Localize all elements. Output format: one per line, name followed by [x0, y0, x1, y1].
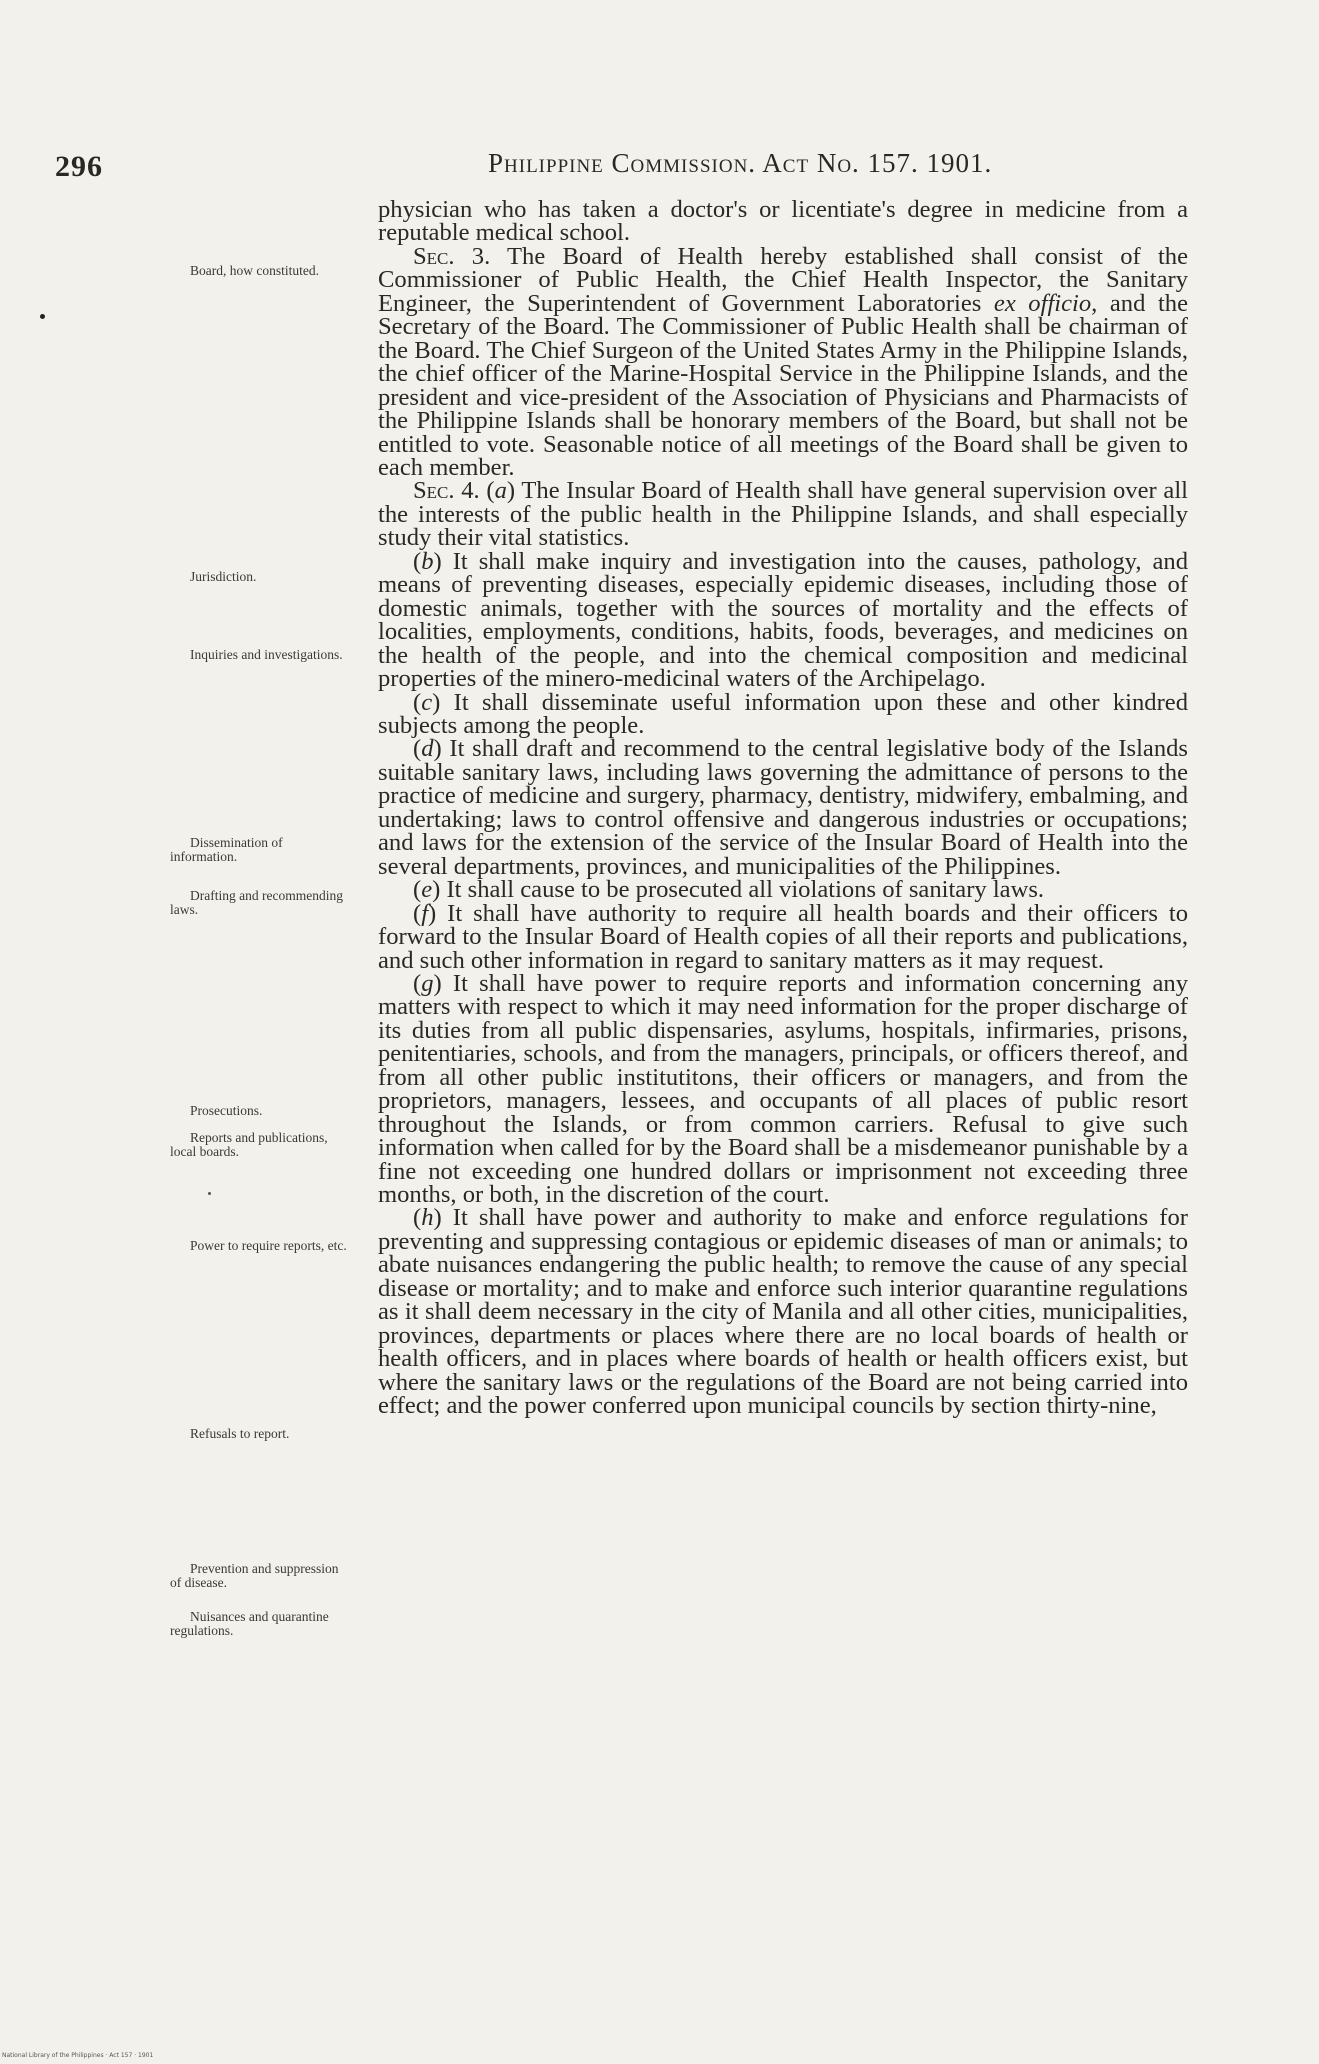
scan-speck — [40, 314, 45, 319]
scan-credit: National Library of the Philippines · Act 157 · 1901 — [2, 2052, 154, 2059]
running-head: Philippine Commission. Act No. 157. 1901. — [488, 148, 993, 178]
page-number: 296 — [55, 150, 103, 183]
margin-note-dissemination: Dissemination of information. — [170, 835, 283, 864]
margin-note-prosecutions: Prosecutions. — [190, 1103, 263, 1118]
paragraph-4e: (e) It shall cause to be prosecuted all violations of sanitary laws. — [413, 876, 1045, 904]
paragraph-4d: (d) It shall draft and recommend to the central legislative body of the Islands suitable sanitary laws, including laws governing the admittance of persons to the practice of medicine and surgery, pharmacy, dentistry, midwifery, embalming, and undertaking; laws to control offensive and dangerous industries or occupations; and laws for the extension of the service of the Insular Board of Health into the several departments, provinces, and municipalities of the Philippines. — [378, 735, 1188, 880]
margin-note-refusals: Refusals to report. — [190, 1426, 290, 1441]
paragraph-4g: (g) It shall have power to require reports and information concerning any matters with respect to which it may need information for the proper discharge of its duties from all public dispensaries, asylums, hospitals, infirmaries, prisons, penitentiaries, schools, and from the managers, principals, or officers thereof, and from all other public institutitons, their officers or managers, and from the proprietors, managers, lessees, and occupants of all places of public resort throughout the Islands, or from common carriers. Refusal to give such information when called for by the Board shall be a misdemeanor punishable by a fine not exceeding one hundred dollars or imprisonment not exceeding three months, or both, in the discretion of the court. — [378, 969, 1188, 1209]
margin-note-drafting: Drafting and recommending laws. — [170, 888, 343, 917]
scan-speck — [208, 1192, 211, 1195]
section-label: Sec. 3. — [413, 242, 491, 270]
margin-note-nuisances: Nuisances and quarantine regulations. — [170, 1609, 329, 1638]
paragraph-4h: (h) It shall have power and authority to make and enforce regulations for preventing and suppressing contagious or epidemic diseases of man or animals; to abate nuisances endangering the public health; to remove the cause of any special disease or mortality; and to make and enforce such interior quarantine regulations as it shall deem necessary in the city of Manila and all other cities, municipalities, provinces, departments or places where there are no local boards of health or health officers, and in places where boards of health or health officers exist, but where the sanitary laws or the regulations of the Board are not being carried into effect; and the power conferred upon municipal councils by section thirty-nine, — [378, 1204, 1188, 1420]
margin-note-prevention: Prevention and suppression of disease. — [170, 1561, 339, 1590]
paragraph-4f: (f) It shall have authority to require all health boards and their officers to forward to the Insular Board of Health copies of all their reports and publications, and such other information in regard to sanitary matters as it may request. — [378, 899, 1188, 974]
margin-note-reports: Reports and publications, local boards. — [170, 1130, 328, 1159]
paragraph-sec-4a: Sec. 4. (a) The Insular Board of Health shall have general supervision over all the interests of the public health in the Philippine Islands, and shall especially study their vital statistics. — [378, 477, 1188, 552]
paragraph-4c: (c) It shall disseminate useful information upon these and other kindred subjects among the people. — [378, 688, 1188, 739]
paragraph-sec-3: Sec. 3. The Board of Health hereby established shall consist of the Commissioner of Public Health, the Chief Health Inspector, the Sanitary Engineer, the Superintendent of Government Laboratories ex officio, and the Secretary of the Board. The Commissioner of Public Health shall be chairman of the Board. The Chief Surgeon of the United States Army in the Philippine Islands, the chief officer of the Marine-Hospital Service in the Philippine Islands, and the president and vice-president of the Association of Physicians and Pharmacists of the Philippine Islands shall be honorary members of the Board, but shall not be entitled to vote. Seasonable notice of all meetings of the Board shall be given to each member. — [378, 242, 1188, 481]
margin-note-board-constituted: Board, how constituted. — [190, 263, 319, 278]
paragraph-4b: (b) It shall make inquiry and investigation into the causes, pathology, and means of preventing diseases, especially epidemic diseases, including those of domestic animals, together with the sources of mortality and the effects of localities, employments, conditions, habits, foods, beverages, and medicines on the health of the people, and into the chemical composition and medicinal properties of the minero-medicinal waters of the Archipelago. — [378, 547, 1188, 693]
margin-note-jurisdiction: Jurisdiction. — [190, 569, 257, 584]
section-label: Sec. 4. — [413, 477, 480, 505]
body-text — [378, 198, 1188, 1418]
paragraph: physician who has taken a doctor's or licentiate's degree in medicine from a reputable medical school. — [378, 196, 1188, 247]
margin-note-power-to-require: Power to require reports, etc. — [190, 1238, 347, 1253]
margin-note-inquiries: Inquiries and investigations. — [190, 647, 343, 662]
